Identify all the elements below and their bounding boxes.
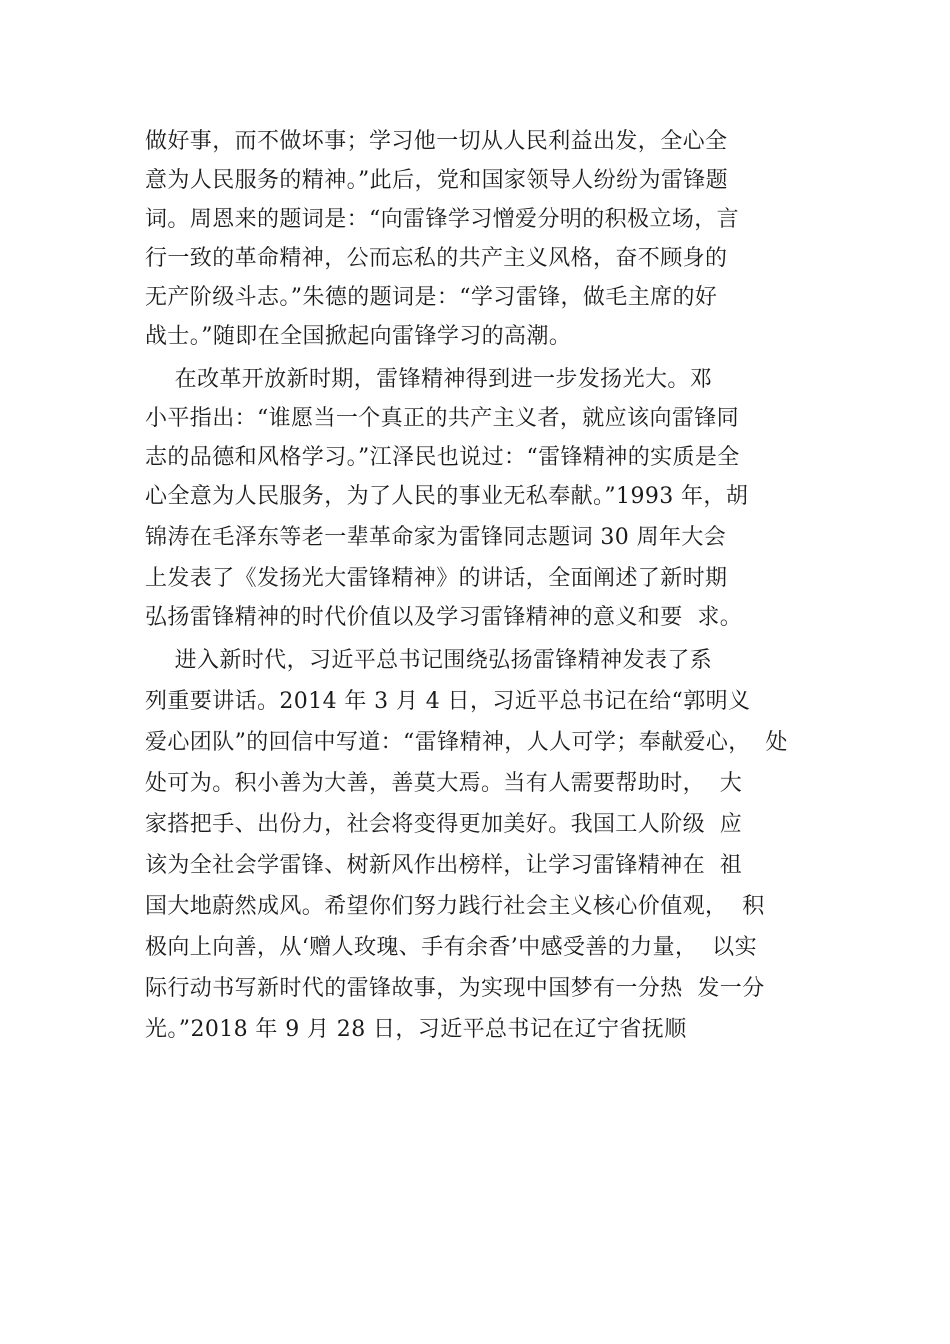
text-line: 战士。”随即在全国掀起向雷锋学习的高潮。 bbox=[145, 324, 572, 349]
text-line: 爱心团队”的回信中写道：“雷锋精神，人人可学；奉献爱心， 处 bbox=[145, 730, 788, 755]
text-line: 光。”2018 年 9 月 28 日，习近平总书记在辽宁省抚顺 bbox=[145, 1017, 687, 1042]
text-line: 处可为。积小善为大善，善莫大焉。当有人需要帮助时， 大 bbox=[145, 771, 743, 796]
text-line: 列重要讲话。2014 年 3 月 4 日，习近平总书记在给“郭明义 bbox=[145, 689, 751, 714]
text-line: 锦涛在毛泽东等老一辈革命家为雷锋同志题词 30 周年大会 bbox=[145, 525, 727, 550]
text-line: 心全意为人民服务，为了人民的事业无私奉献。”1993 年，胡 bbox=[145, 484, 749, 509]
text-line: 进入新时代，习近平总书记围绕弘扬雷锋精神发表了系 bbox=[145, 648, 713, 673]
text-line: 在改革开放新时期，雷锋精神得到进一步发扬光大。邓 bbox=[145, 367, 713, 392]
text-line: 极向上向善，从‘赠人玫瑰、手有余香’中感受善的力量， 以实 bbox=[145, 935, 757, 960]
text-line: 小平指出：“谁愿当一个真正的共产主义者，就应该向雷锋同 bbox=[145, 406, 740, 431]
text-line: 际行动书写新时代的雷锋故事，为实现中国梦有一分热 发一分 bbox=[145, 976, 765, 1001]
text-line: 做好事，而不做坏事；学习他一切从人民利益出发，全心全 bbox=[145, 129, 728, 154]
text-line: 行一致的革命精神，公而忘私的共产主义风格，奋不顾身的 bbox=[145, 246, 728, 271]
text-line: 弘扬雷锋精神的时代价值以及学习雷锋精神的意义和要 求。 bbox=[145, 605, 743, 630]
text-line: 志的品德和风格学习。”江泽民也说过：“雷锋精神的实质是全 bbox=[145, 445, 740, 470]
text-line: 家搭把手、出份力，社会将变得更加美好。我国工人阶级 应 bbox=[145, 812, 743, 837]
text-line: 该为全社会学雷锋、树新风作出榜样，让学习雷锋精神在 祖 bbox=[145, 853, 743, 878]
text-line: 词。周恩来的题词是：“向雷锋学习憎爱分明的积极立场，言 bbox=[145, 207, 740, 232]
text-line: 上发表了《发扬光大雷锋精神》的讲话，全面阐述了新时期 bbox=[145, 566, 728, 591]
text-line: 意为人民服务的精神。”此后，党和国家领导人纷纷为雷锋题 bbox=[145, 168, 729, 193]
text-line: 国大地蔚然成风。希望你们努力践行社会主义核心价值观， 积 bbox=[145, 894, 765, 919]
text-line: 无产阶级斗志。”朱德的题词是：“学习雷锋，做毛主席的好 bbox=[145, 285, 718, 310]
